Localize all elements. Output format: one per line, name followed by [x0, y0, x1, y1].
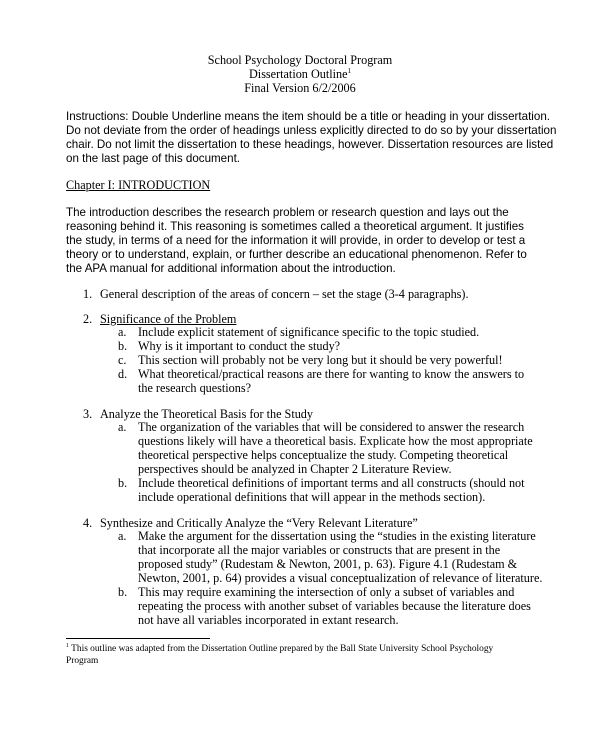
sub-item-text: Include theoretical definitions of important terms and all constructs (should not: [138, 476, 525, 490]
footnote-line: [66, 644, 493, 656]
footnote-text: This outline was adapted from the Dissertation Outline prepared by the Ball State University School Psychology: [69, 644, 494, 654]
intro-line: reasoning behind it. This reasoning is sometimes called a theoretical argument. It justifies: [66, 220, 524, 233]
sub-item-text: This may require examining the intersection of only a subset of variables and: [138, 585, 515, 599]
sub-item-letter: c.: [118, 353, 127, 367]
program-title: School Psychology Doctoral Program: [207, 53, 393, 67]
footnote-reference: 1: [347, 67, 351, 75]
sub-item-text: Why is it important to conduct the study?: [138, 339, 341, 353]
footnote-divider: [66, 638, 210, 639]
footnote: [66, 644, 493, 667]
item-number: 2.: [83, 312, 93, 326]
sub-item-text: This section will probably not be very long but it should be very powerful!: [138, 353, 503, 367]
sub-item-text: repeating the process with another subset of variables because the literature does: [138, 599, 531, 613]
sub-item-text: What theoretical/practical reasons are there for wanting to know the answers to: [138, 367, 525, 381]
sub-item-text: theoretical perspective helps conceptualize the study. Competing theoretical: [138, 448, 509, 462]
item-text: Analyze the Theoretical Basis for the Study: [100, 407, 313, 421]
sub-item-text: not have all variables incorporated in extant research.: [138, 613, 399, 627]
intro-line: the study, in terms of a need for the information it will provide, in order to develop or test a: [66, 234, 526, 247]
item-number: 4.: [83, 516, 93, 530]
sub-item-text: questions likely will have a theoretical basis. Explicate how the most appropriate: [138, 434, 533, 448]
intro-line: the APA manual for additional information about the introduction.: [66, 262, 396, 275]
sub-item-letter: b.: [118, 585, 128, 599]
document-header: [0, 53, 600, 95]
footnote-line: Program: [66, 655, 99, 666]
sub-item-text: Make the argument for the dissertation using the “studies in the existing literature: [138, 529, 536, 543]
intro-line: theory or to understand, explain, or further describe an educational phenomenon. Refer to: [66, 248, 527, 261]
sub-item-text: include operational definitions that will appear in the methods section).: [138, 490, 486, 504]
sub-item-text: the research questions?: [138, 381, 252, 395]
sub-item-letter: a.: [118, 325, 127, 339]
footnote-mark: 1: [66, 643, 69, 649]
instructions-line: Do not deviate from the order of headings unless explicitly directed to do so by your dissertation: [66, 124, 557, 137]
sub-item-letter: d.: [118, 367, 128, 381]
sub-item-text: proposed study” (Rudestam & Newton, 2001, p. 63). Figure 4.1 (Rudestam &: [138, 557, 518, 571]
item-number: 3.: [83, 407, 93, 421]
intro-paragraph: [66, 206, 546, 276]
sub-item-text: perspectives should be analyzed in Chapter 2 Literature Review.: [138, 462, 452, 476]
item-text: Synthesize and Critically Analyze the “Very Relevant Literature”: [100, 516, 418, 530]
instructions-line: on the last page of this document.: [66, 152, 241, 165]
sub-item-letter: a.: [118, 420, 127, 434]
item-text: General description of the areas of concern – set the stage (3-4 paragraphs).: [100, 287, 469, 301]
instructions-paragraph: [66, 110, 557, 166]
sub-item-text: Newton, 2001, p. 64) provides a visual conceptualization of relevance of literature.: [138, 571, 543, 585]
instructions-line: Instructions: Double Underline means the item should be a title or heading in your dissertation.: [66, 110, 550, 123]
sub-item-letter: b.: [118, 476, 128, 490]
item-number: 1.: [83, 287, 93, 301]
sub-item-text: The organization of the variables that will be considered to answer the research: [138, 420, 525, 434]
chapter-heading: Chapter I: INTRODUCTION: [66, 178, 211, 192]
sub-item-letter: a.: [118, 529, 127, 543]
outline-title-text: Dissertation Outline: [249, 67, 348, 81]
item-heading: Significance of the Problem: [100, 312, 237, 326]
sub-item-text: Include explicit statement of significance specific to the topic studied.: [138, 325, 480, 339]
intro-line: The introduction describes the research problem or research question and lays out the: [66, 206, 509, 219]
sub-item-letter: b.: [118, 339, 128, 353]
version-line: Final Version 6/2/2006: [244, 81, 356, 95]
instructions-line: chair. Do not limit the dissertation to these headings, however. Dissertation resources are listed: [66, 138, 554, 151]
outline-title: [0, 67, 600, 81]
sub-item-text: that incorporate all the major variables or constructs that are present in the: [138, 543, 501, 557]
